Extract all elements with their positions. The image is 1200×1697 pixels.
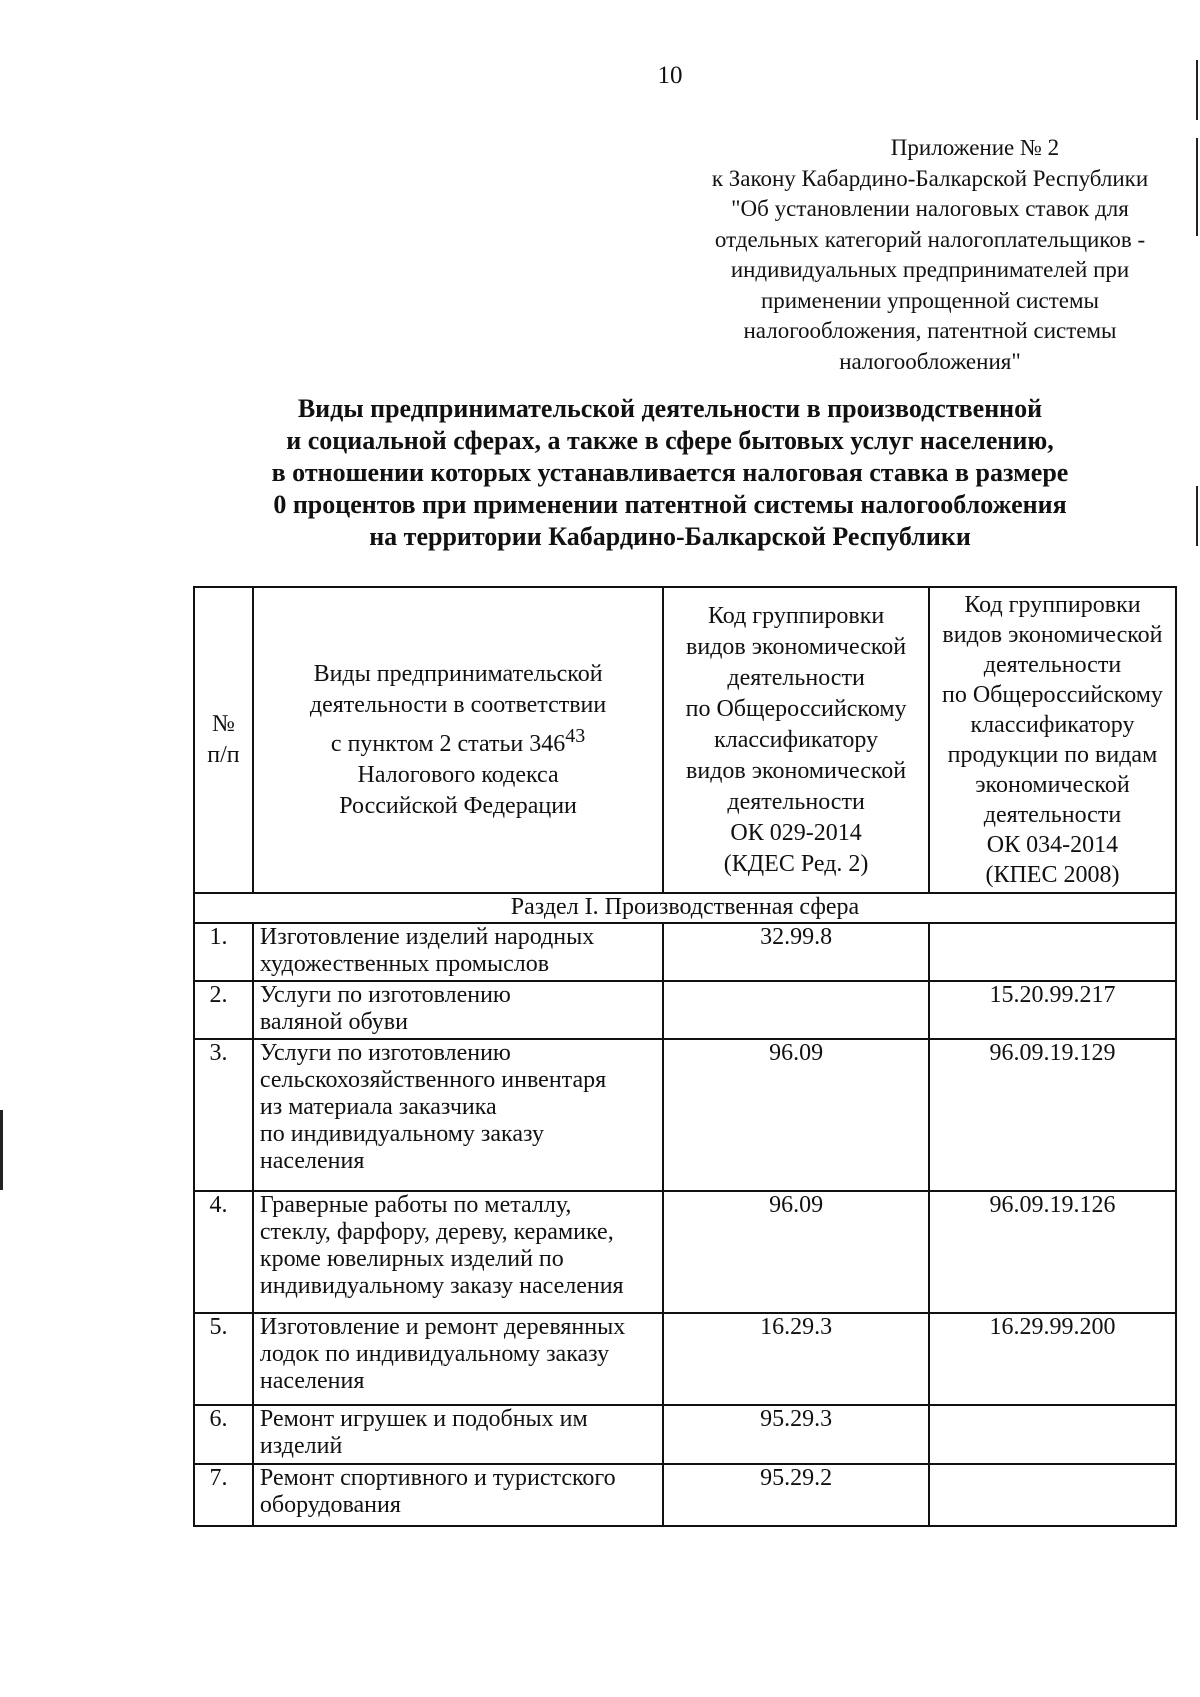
row-number: 1.	[194, 923, 253, 981]
activity-line: валяной обуви	[259, 1009, 408, 1035]
header-activity-line: Российской Федерации	[339, 792, 577, 819]
row-activity	[253, 1313, 663, 1405]
table-row	[194, 1039, 1176, 1191]
header-okpd-line: деятельности	[983, 802, 1122, 828]
table-row	[194, 923, 1176, 981]
appendix-line: индивидуальных предпринимателей при	[730, 257, 1130, 282]
row-okved-code: 96.09	[663, 1191, 929, 1313]
header-num-line: №	[212, 711, 235, 737]
header-activity	[253, 587, 663, 893]
header-activity-line: Виды предпринимательской	[313, 660, 603, 687]
row-activity	[253, 1405, 663, 1464]
activity-line: Ремонт спортивного и туристского	[259, 1465, 616, 1491]
title-line: на территории Кабардино-Балкарской Республики	[369, 522, 971, 551]
activity-line: художественных промыслов	[259, 951, 550, 977]
appendix-line: к Закону Кабардино-Балкарской Республики	[711, 165, 1149, 191]
header-okpd	[929, 587, 1176, 893]
header-okved-line: ОК 029-2014	[730, 819, 862, 846]
activity-line: Ремонт игрушек и подобных им	[259, 1406, 588, 1432]
header-okpd-line: продукции по видам	[947, 742, 1158, 768]
appendix-line: отдельных категорий налогоплательщиков -	[714, 226, 1146, 252]
header-num	[194, 587, 253, 893]
row-activity	[253, 1191, 663, 1313]
activities-table	[193, 586, 1177, 1527]
table-row	[194, 981, 1176, 1039]
header-okved-line: видов экономической	[686, 757, 907, 784]
appendix-line: налогообложения"	[839, 348, 1021, 374]
activity-line: Изготовление и ремонт деревянных	[259, 1314, 626, 1340]
activity-line: лодок по индивидуальному заказу	[259, 1341, 610, 1367]
activity-line: изделий	[259, 1433, 343, 1459]
appendix-line: Приложение № 2	[890, 135, 1060, 160]
activity-line: Услуги по изготовлению	[259, 982, 511, 1008]
page-number: 10	[657, 62, 683, 89]
header-activity-line	[256, 721, 660, 760]
row-okpd-code: 16.29.99.200	[929, 1313, 1176, 1405]
appendix-line: "Об установлении налоговых ставок для	[731, 196, 1129, 221]
appendix-reference	[690, 133, 1170, 377]
title-line: Виды предпринимательской деятельности в производственной	[297, 394, 1043, 423]
section-title: Раздел I. Производственная сфера	[194, 893, 1176, 923]
activity-line: оборудования	[259, 1492, 401, 1518]
header-okved-line: деятельности	[727, 788, 865, 815]
table-row	[194, 1313, 1176, 1405]
activity-line: индивидуальному заказу населения	[259, 1273, 624, 1299]
row-number: 5.	[194, 1313, 253, 1405]
row-number: 7.	[194, 1464, 253, 1526]
scan-edge-mark	[1196, 138, 1198, 236]
header-activity-line: деятельности в соответствии	[309, 691, 607, 718]
header-okpd-line: ОК 034-2014	[986, 832, 1119, 858]
appendix-line: налогообложения, патентной системы	[743, 318, 1117, 343]
row-activity	[253, 1039, 663, 1191]
scan-edge-mark	[1196, 60, 1198, 120]
row-okpd-code: 96.09.19.126	[929, 1191, 1176, 1313]
header-okpd-line: экономической	[975, 772, 1130, 798]
title-line: 0 процентов при применении патентной системы налогообложения	[273, 490, 1067, 519]
header-okved-line: классификатору	[714, 726, 879, 753]
document-title	[180, 393, 1160, 553]
row-okved-code: 95.29.3	[663, 1405, 929, 1464]
title-line: и социальной сферах, а также в сфере бытовых услуг населению,	[286, 426, 1054, 455]
header-activity-line: Налогового кодекса	[357, 761, 559, 788]
activity-line: сельскохозяйственного инвентаря	[259, 1067, 607, 1093]
row-okved-code: 16.29.3	[663, 1313, 929, 1405]
row-okpd-code	[929, 923, 1176, 981]
header-okved-line: (КДЕС Ред. 2)	[723, 850, 869, 877]
activity-line: Услуги по изготовлению	[259, 1040, 511, 1066]
row-activity	[253, 923, 663, 981]
row-number: 3.	[194, 1039, 253, 1191]
header-okved-line: видов экономической	[686, 633, 907, 660]
row-activity	[253, 981, 663, 1039]
scan-edge-mark	[0, 1110, 3, 1190]
table-row	[194, 1464, 1176, 1526]
header-activity-text: с пунктом 2 статьи 346	[330, 730, 566, 757]
header-activity-superscript: 43	[565, 724, 586, 747]
header-okpd-line: видов экономической	[942, 622, 1163, 648]
header-okved	[663, 587, 929, 893]
activity-line: населения	[259, 1368, 365, 1394]
table-row	[194, 1191, 1176, 1313]
section-row	[194, 893, 1176, 923]
activity-line: населения	[259, 1148, 365, 1174]
header-okpd-line: по Общероссийскому	[941, 682, 1163, 708]
row-activity	[253, 1464, 663, 1526]
header-okpd-line: деятельности	[983, 652, 1122, 678]
header-okpd-line: классификатору	[970, 712, 1135, 738]
appendix-line: применении упрощенной системы	[761, 287, 1099, 313]
header-okved-line: Код группировки	[707, 602, 885, 629]
row-okpd-code: 96.09.19.129	[929, 1039, 1176, 1191]
row-number: 6.	[194, 1405, 253, 1464]
row-okved-code: 96.09	[663, 1039, 929, 1191]
header-okpd-line: Код группировки	[964, 592, 1141, 618]
header-okved-line: деятельности	[727, 664, 865, 691]
scan-edge-mark	[1196, 486, 1198, 546]
row-okpd-code: 15.20.99.217	[929, 981, 1176, 1039]
row-okved-code	[663, 981, 929, 1039]
title-line: в отношении которых устанавливается налоговая ставка в размере	[271, 458, 1069, 487]
row-okved-code: 95.29.2	[663, 1464, 929, 1526]
activity-line: из материала заказчика	[259, 1094, 497, 1120]
header-okpd-line: (КПЕС 2008)	[985, 862, 1120, 888]
activity-line: кроме ювелирных изделий по	[259, 1246, 564, 1272]
activity-line: по индивидуальному заказу	[259, 1121, 544, 1147]
activity-line: Граверные работы по металлу,	[259, 1192, 572, 1218]
row-okpd-code	[929, 1405, 1176, 1464]
activity-line: стеклу, фарфору, дереву, керамике,	[259, 1219, 614, 1245]
table-row	[194, 1405, 1176, 1464]
header-num-line: п/п	[207, 742, 240, 768]
row-number: 4.	[194, 1191, 253, 1313]
row-okved-code: 32.99.8	[663, 923, 929, 981]
row-number: 2.	[194, 981, 253, 1039]
header-okved-line: по Общероссийскому	[685, 695, 907, 722]
activity-line: Изготовление изделий народных	[259, 924, 595, 950]
row-okpd-code	[929, 1464, 1176, 1526]
table-header-row	[194, 587, 1176, 893]
